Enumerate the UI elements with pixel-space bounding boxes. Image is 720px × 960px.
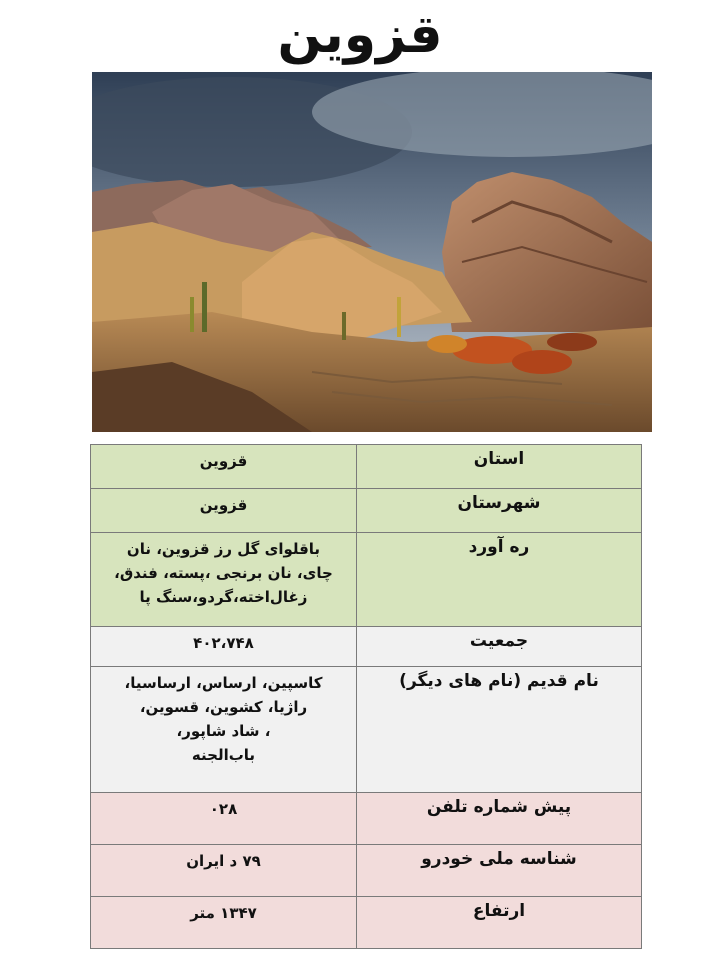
info-row xyxy=(91,533,642,627)
info-row xyxy=(91,445,642,489)
info-row xyxy=(91,489,642,533)
row-value xyxy=(91,627,357,667)
row-value xyxy=(91,489,357,533)
row-value-line: زغال‌اخته،گردو،سنگ پا xyxy=(139,588,308,606)
row-value-line: قزوین xyxy=(199,496,248,514)
row-value-line: ۰۲۸ xyxy=(209,800,238,818)
row-value-line: ۱۳۴۷ متر xyxy=(190,904,257,922)
row-label: استان xyxy=(357,445,642,489)
row-value-line: باقلوای گل رز قزوین، نان xyxy=(126,540,321,558)
row-label: نام قدیم (نام های دیگر) xyxy=(357,667,642,793)
landscape-photo xyxy=(92,72,652,432)
row-value-line: ۴۰۲،۷۴۸ xyxy=(193,634,254,652)
info-row xyxy=(91,793,642,845)
row-label: شهرستان xyxy=(357,489,642,533)
info-row xyxy=(91,627,642,667)
row-label: ارتفاع xyxy=(357,897,642,949)
row-value-line: باب‌الجنه xyxy=(191,746,256,764)
row-value xyxy=(91,793,357,845)
row-value xyxy=(91,445,357,489)
row-value-line: چای، نان برنجی ،پسته، فندق، xyxy=(114,564,333,582)
row-value-line: قزوین xyxy=(199,452,248,470)
row-value-line: ۷۹ د ایران xyxy=(186,852,261,870)
row-value-line: راژیا، کشوین، قسوین، xyxy=(139,698,308,716)
row-label: پیش شماره تلفن xyxy=(357,793,642,845)
row-label: ره آورد xyxy=(357,533,642,627)
row-label: جمعیت xyxy=(357,627,642,667)
landscape-image xyxy=(92,72,652,432)
row-value xyxy=(91,667,357,793)
row-value-line: کاسپین، ارساس، ارساسیا، xyxy=(124,674,323,692)
row-value-line: ، شاد شاپور، xyxy=(176,722,271,740)
row-value xyxy=(91,845,357,897)
row-label: شناسه ملی خودرو xyxy=(357,845,642,897)
row-value xyxy=(91,533,357,627)
row-value xyxy=(91,897,357,949)
info-row xyxy=(91,845,642,897)
info-row xyxy=(91,897,642,949)
info-table xyxy=(90,444,642,949)
page-title: قزوین xyxy=(277,5,443,65)
info-row xyxy=(91,667,642,793)
